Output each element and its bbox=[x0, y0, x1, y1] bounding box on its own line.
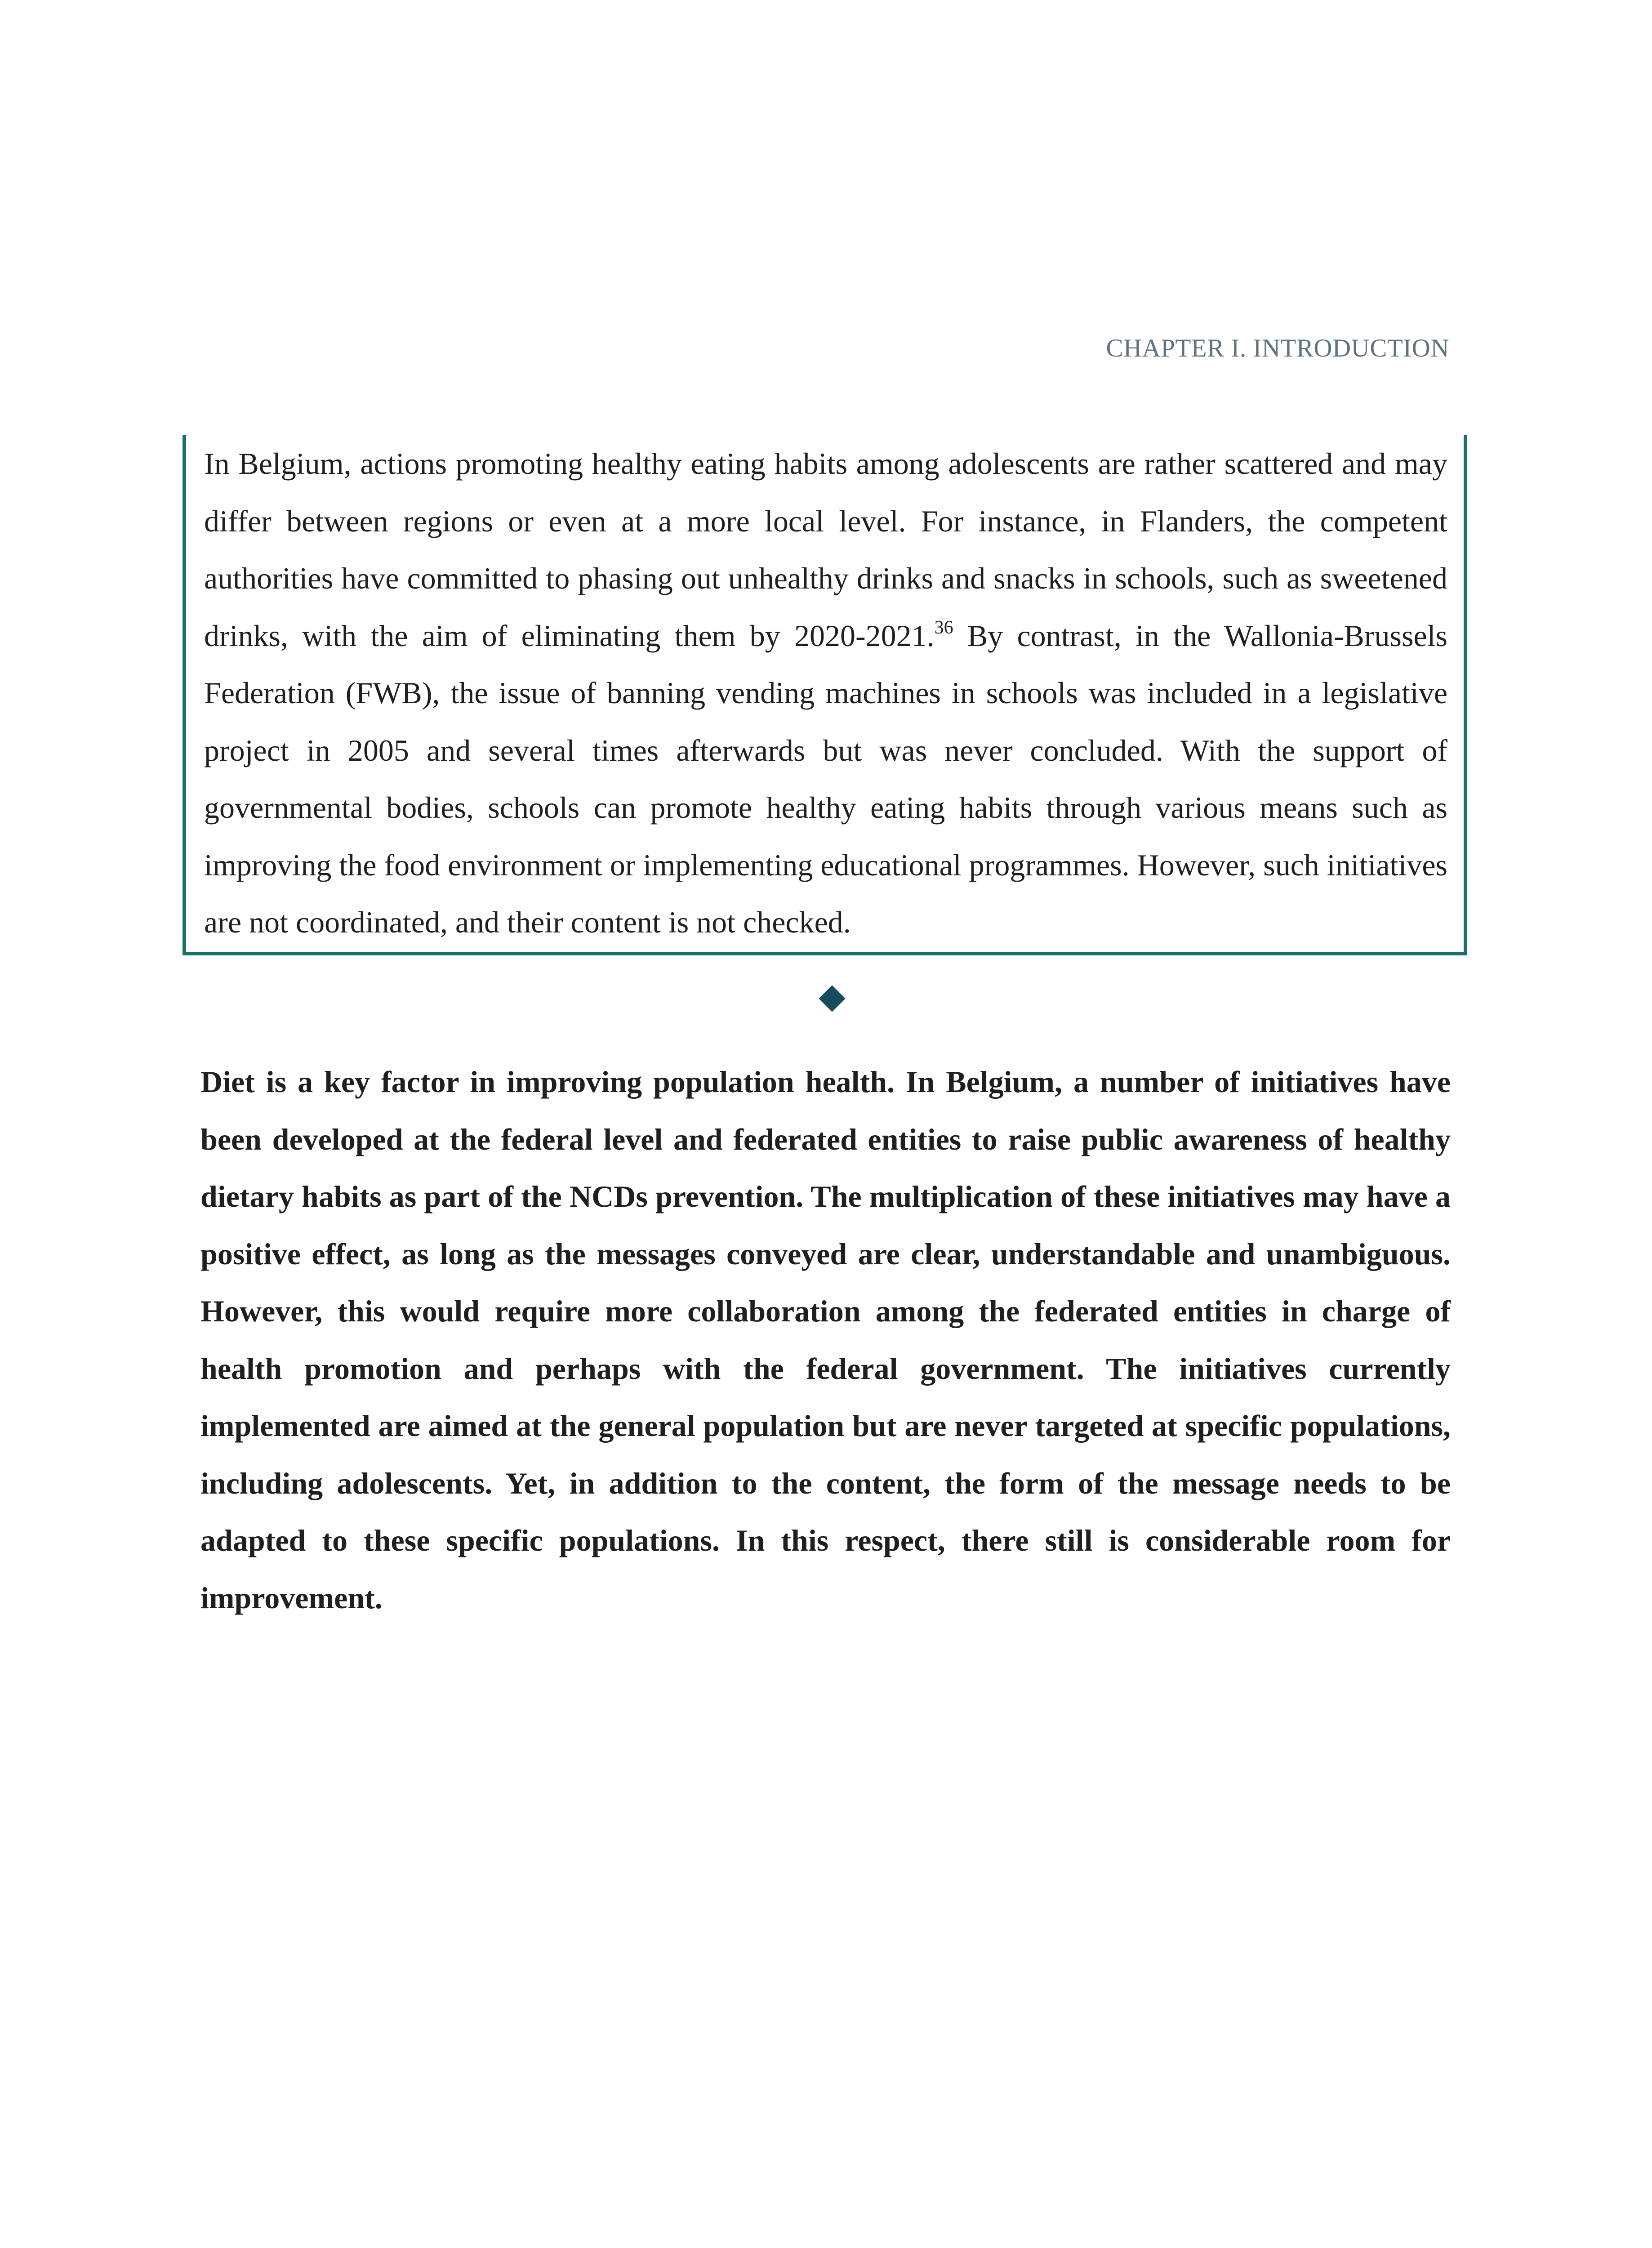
box-paragraph-text: In Belgium, actions promoting healthy eating habits among adolescents are rather scattered and may differ between regions or even at a more local level. For instance, in Flanders, the competent authorities have committed to phasing out unhealthy drinks and snacks in schools, such as sweetened drinks, with the aim of eliminating them by 2020-2021. bbox=[204, 446, 1447, 653]
running-header: CHAPTER I. INTRODUCTION bbox=[1106, 334, 1449, 362]
boxed-section bbox=[183, 435, 1467, 955]
diamond-icon bbox=[819, 985, 845, 1012]
box-paragraph bbox=[204, 435, 1447, 951]
conclusion-paragraph: Diet is a key factor in improving population health. In Belgium, a number of initiatives have been developed at the federal level and federated entities to raise public awareness of healthy dietary habits as part of the NCDs prevention. The multiplication of these initiatives may have a positive effect, as long as the messages conveyed are clear, understandable and unambiguous. However, this would require more collaboration among the federated entities in charge of health promotion and perhaps with the federal government. The initiatives currently implemented are aimed at the general population but are never targeted at specific populations, including adolescents. Yet, in addition to the content, the form of the message needs to be adapted to these specific populations. In this respect, there still is considerable room for improvement. bbox=[200, 1065, 1451, 1615]
box-paragraph-continuation: By contrast, in the Wallonia-Brussels Federation (FWB), the issue of banning vending machines in schools was included in a legislative project in 2005 and several times afterwards but was never concluded. With the support of governmental bodies, schools can promote healthy eating habits through various means such as improving the food environment or implementing educational programmes. However, such initiatives are not coordinated, and their content is not checked. bbox=[204, 618, 1447, 939]
footnote-reference: 36 bbox=[934, 617, 953, 638]
